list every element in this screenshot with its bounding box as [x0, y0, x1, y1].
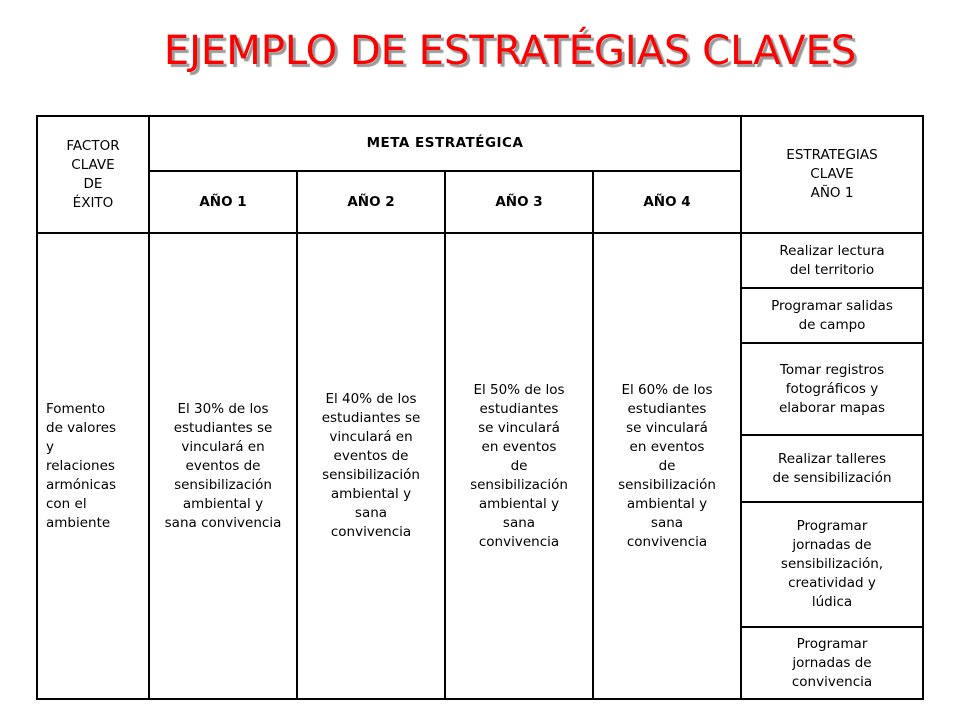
factor-line: con el [46, 495, 87, 512]
goal-line: eventos de [333, 448, 409, 464]
strategy-table [36, 115, 924, 700]
goal-line: sensibilización [470, 476, 568, 493]
goal-line: vinculará en [181, 438, 265, 455]
factor-line: y [46, 438, 54, 455]
strategy-line: jornadas de [792, 537, 872, 553]
goal-line: estudiantes se [321, 410, 421, 426]
goal-line: estudiantes [627, 400, 707, 417]
strategy-line: Programar [796, 518, 868, 534]
goal-line: El 40% de los [325, 391, 417, 407]
header-factor-line: FACTOR [66, 137, 120, 154]
goal-line: vinculará en [329, 429, 413, 445]
goal-year-2 [297, 233, 445, 699]
goal-line: convivencia [330, 524, 412, 540]
strategy-1 [741, 233, 923, 288]
goal-line: El 50% de los [473, 381, 565, 398]
header-year-4: AÑO 4 [593, 171, 741, 233]
strategy-line: lúdica [811, 594, 853, 610]
factor-line: relaciones [46, 457, 115, 474]
header-year-3: AÑO 3 [445, 171, 593, 233]
factor-line: ambiente [46, 514, 111, 531]
header-factor [37, 116, 149, 233]
strategy-line: Realizar lectura [779, 242, 885, 259]
goal-line: estudiantes se [173, 419, 273, 436]
header-strategies [741, 116, 923, 233]
strategy-line: jornadas de [792, 654, 872, 671]
goal-line: sensibilización [618, 476, 716, 493]
goal-line: ambiental y [182, 495, 264, 512]
goal-line: en eventos [629, 438, 705, 455]
strategy-line: Tomar registros [779, 361, 885, 378]
goal-line: ambiental y [478, 495, 560, 512]
strategy-line: Realizar talleres [777, 450, 887, 467]
goal-line: sensibilización [322, 467, 420, 483]
strategy-6 [741, 627, 923, 699]
goal-line: de [658, 457, 676, 474]
goal-line: en eventos [481, 438, 557, 455]
goal-line: sensibilización [174, 476, 272, 493]
goal-line: se vinculará [626, 419, 708, 436]
strategy-line: fotográficos y [785, 380, 879, 397]
goal-line: sana [650, 514, 684, 531]
strategy-line: convivencia [791, 673, 873, 690]
factor-cell [37, 233, 149, 699]
goal-year-3 [445, 233, 593, 699]
header-factor-line: CLAVE [71, 156, 115, 173]
header-strategies-line: AÑO 1 [810, 185, 854, 201]
goal-year-1 [149, 233, 297, 699]
goal-line: sana [354, 505, 388, 521]
header-strategies-line: ESTRATEGIAS [786, 147, 878, 163]
strategy-line: de campo [798, 316, 866, 333]
goal-line: de [510, 457, 528, 474]
strategy-3 [741, 343, 923, 435]
factor-line: Fomento [46, 400, 106, 417]
factor-line: de valores [46, 419, 117, 436]
goal-line: estudiantes [479, 400, 559, 417]
goal-line: eventos de [185, 457, 261, 474]
header-year-1: AÑO 1 [149, 171, 297, 233]
goal-line: ambiental y [626, 495, 708, 512]
goal-line: El 30% de los [177, 400, 269, 417]
strategy-line: Programar salidas [771, 297, 893, 314]
strategy-line: creatividad y [788, 575, 876, 591]
goal-line: se vinculará [478, 419, 560, 436]
goal-line: convivencia [478, 533, 560, 550]
goal-line: ambiental y [330, 486, 412, 502]
strategy-line: Programar [796, 635, 868, 652]
header-year-2: AÑO 2 [297, 171, 445, 233]
strategy-line: de sensibilización [772, 469, 892, 486]
goal-line: sana [502, 514, 536, 531]
header-strategies-line: CLAVE [810, 166, 854, 182]
header-factor-line: ÉXITO [72, 194, 114, 211]
strategy-2 [741, 288, 923, 343]
strategy-line: sensibilización, [780, 556, 884, 572]
factor-line: armónicas [46, 476, 117, 493]
header-factor-line: DE [83, 175, 103, 192]
strategy-4 [741, 435, 923, 502]
goal-line: sana convivencia [164, 514, 282, 531]
page-title: EJEMPLO DE ESTRATÉGIAS CLAVES [163, 28, 857, 74]
goal-year-4 [593, 233, 741, 699]
strategy-5 [741, 502, 923, 627]
strategy-line: del territorio [789, 261, 875, 278]
strategy-line: elaborar mapas [778, 399, 886, 416]
goal-line: convivencia [626, 533, 708, 550]
header-meta: META ESTRATÉGICA [149, 116, 741, 171]
goal-line: El 60% de los [621, 381, 713, 398]
